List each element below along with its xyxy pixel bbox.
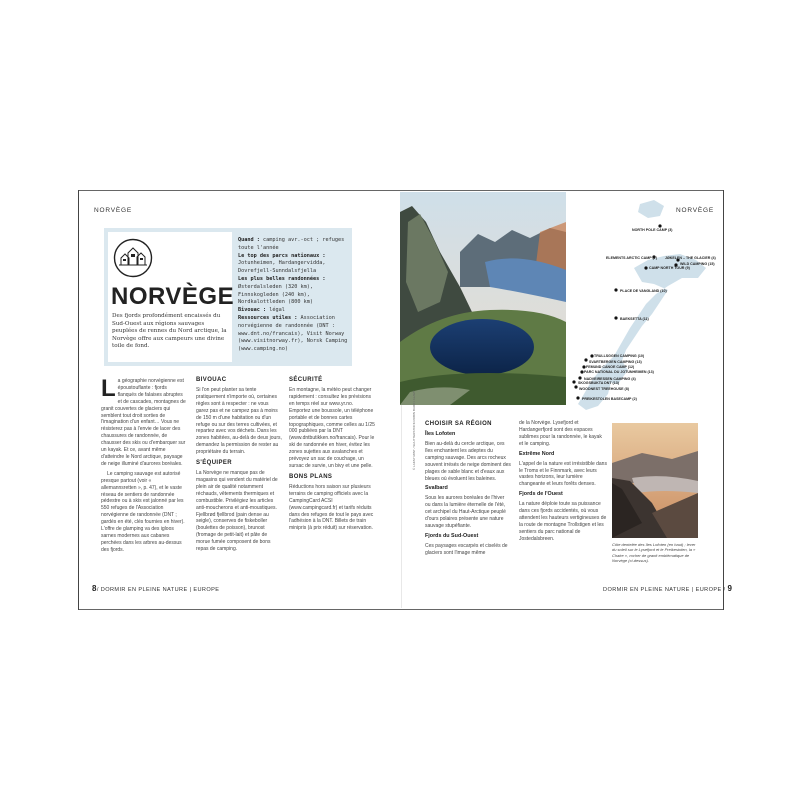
region-heading: Fjords de l'Ouest <box>519 491 563 498</box>
text-column-5: de la Norvège. Lysefjord et Hardangerfjord sont des espaces sublimes pour la randonnée, le kayak et le camping. Extrême Nord L'appel de la nature est irrésistible dans le Troms et le Finnmark, avec leurs vastes horizons, leur lumière changeante et leurs forêts denses. Fjords de l'Ouest La nature déploie toute sa puissance dans ces fjords accidentés, où vous attendent les hauteurs vertigineuses de la route de montagne Trollstigen et les sentiers du parc national de Jostedalsbreen. <box>519 420 607 542</box>
map-label: WOODNEST TREEHOUSE (8) <box>579 387 629 391</box>
map-label: WILD CAMPING (15) <box>680 262 715 266</box>
text-column-2: BIVOUAC Si l'on peut planter sa tente pratiquement n'importe où, certaines règles sont à respecter : ne vous garez pas et ne campez pas à moins de 150 m d'une habitation ou d'un refuge ou sur des terres cultivées, et repartez avec vos déchets. Dans les zones habitées, au-delà de deux jours, demandez la permission de rester au propriétaire du terrain. S'ÉQUIPER La Norvège ne manque pas de magasins qui vendent du matériel de plein air de qualité notamment réchauds, vêtements thermiques et combustible. Privilégiez les articles anti-moucherons et anti-moustiques. Fjellbrød fjellbrod (pain dense au seigle), conserves de fiskeboller (boulettes de poisson), brunost (fromage de petit-lait) et pâte de morue fumée composent de bons repas de camping. <box>196 377 282 553</box>
map-label: JØKELEN – THE GLACIER (4) <box>665 256 716 260</box>
photo-credit: © LAKSY MINT / SHUTTERSTOCK ROBIN BURD / ALAMY <box>412 390 416 470</box>
section-heading: CHOISIR SA RÉGION <box>425 421 492 427</box>
footer-right: DORMIR EN PLEINE NATURE | EUROPE / 9 <box>603 584 733 593</box>
key-facts <box>238 237 348 354</box>
map-label: TRULLSGGEN CAMPING (10) <box>594 354 645 358</box>
section-heading: SÉCURITÉ <box>289 377 323 383</box>
map-label: PARC NATIONAL DU JOTUNHEIMEN (13) <box>584 370 654 374</box>
map-label: SKOGSBUKTA DNT (13) <box>578 381 619 385</box>
section-heading: BIVOUAC <box>196 377 227 383</box>
fact-item: Bivouac : légal <box>238 307 285 314</box>
map-label: BAEKSETTA (11) <box>620 317 649 321</box>
page-number: 9 <box>727 584 733 593</box>
page-number: 8 <box>92 584 97 593</box>
region-heading: Extrême Nord <box>519 450 555 457</box>
text-column-4: CHOISIR SA RÉGION Îles Lofoten Bien au-delà du cercle arctique, ces îles enchantent les adeptes du camping sauvage. Des arcs rocheux souvent irrésés de neige dominent des plages de sable blanc et d'eaux aux bleues où évoluent les baleines. Svalbard Sous les aurores boréales de l'hiver ou dans la lumière éternelle de l'été, cet archipel du Haut-Arctique peuplé d'ours polaires présente une nature sauvage stupéfiante. Fjords du Sud-Ouest Ces paysages escarpés et ciselés de glaciers sont l'image même <box>425 421 511 556</box>
lysefjord-photo <box>612 423 698 538</box>
running-head-right: NORVÈGE <box>676 207 714 214</box>
page-title: NORVÈGE <box>111 283 235 310</box>
houses-emblem-icon <box>113 238 153 278</box>
text-column-3: SÉCURITÉ En montagne, la météo peut changer rapidement : consultez les prévisions en temps réel sur www.yr.no. Emportez une boussole, un téléphone portable et de bonnes cartes topographiques, comme celles au 1/25 000 publiées par la DNT (www.dntbutikken.no/francais). Pour le ski de randonnée en hiver, évitez les zones sujettes aux avalanches et prévoyez un sac de couchage, un sursac de survie, un bivy et une pelle. BONS PLANS Réductions hors saison sur plusieurs terrains de camping officiels avec la CampingCard ACSI (www.campingcard.fr) et tarifs réduits dans des refuges de tout le pays avec l'adhésion à la DNT. Billets de train minipris (à prix réduit) sur réservation. <box>289 377 375 532</box>
section-heading: S'ÉQUIPER <box>196 460 233 467</box>
fact-item: Quand : camping avr.-oct ; refuges toute l'année <box>238 237 345 251</box>
footer-left: 8/ DORMIR EN PLEINE NATURE | EUROPE <box>92 584 220 593</box>
map-label: CAMP NORTH TOUR (9) <box>649 266 690 270</box>
section-heading: BONS PLANS <box>289 473 333 480</box>
region-heading: Svalbard <box>425 485 448 492</box>
map-label: PREIKESTOLEN BASECAMP (2) <box>582 397 637 401</box>
region-heading: Fjords du Sud-Ouest <box>425 532 479 539</box>
map-label: FEMUND CANOE CAMP (12) <box>586 365 635 369</box>
fact-item: Le top des parcs nationaux : Jotunheimen, Hardangervidda, Dovrefjell-Sunndalsfjella <box>238 252 326 275</box>
map-label: NADVEIRESSEN CAMPING (4) <box>584 377 636 381</box>
map-label: NORTH POLE CAMP (3) <box>632 228 673 232</box>
map-label: SVARTBERGEN CAMPING (13) <box>589 360 642 364</box>
photo-caption: Côte dentelée des îles Lofoten (en haut) ; lever du soleil sur le Lysefjord et le Preikestolen, la « Chaire », rocher de granit emblématique de Norvège (ci-dessus). <box>612 542 696 564</box>
map-label: PLACE DE VANGLAND (10) <box>620 289 667 293</box>
running-head-left: NORVÈGE <box>94 207 132 214</box>
fact-item: Ressources utiles : Association norvégienne de randonnée (DNT : www.dnt.no/francais), Visit Norway (www.visitnorway.fr), Norsk Camping (www.camping.no) <box>238 314 348 353</box>
map-label: ELEMENTS ARCTIC CAMP (7) <box>606 256 657 260</box>
region-heading: Îles Lofoten <box>425 431 456 437</box>
intro-text: Des fjords profondément encaissés du Sud-Ouest aux régions sauvages peuplées de rennes du Nord arctique, la Norvège offre aux campeurs une divine toile de fond. <box>112 313 227 350</box>
drop-cap: L <box>101 375 116 402</box>
fact-item: Les plus belles randonnées : Østerdalsleden (320 km), Finnskogleden (240 km), Nordkalottleden (800 km) <box>238 275 326 306</box>
lofoten-photo <box>400 192 566 405</box>
text-column-1: La géographie norvégienne est époustouflante : fjords flanqués de falaises abruptes et de cascades, montagnes de granit couvertes de glaciers qui semblent tout droit sorties de l'imagination d'un enfant… Vous ne résisterez pas à l'envie de lacer des chaussures de randonnée, de chausser des skis ou d'embarquer sur un kayak. Et ce, avant même d'atteindre le Nord arctique, paysage de neige illuminé d'aurores boréales. Le camping sauvage est autorisé presque partout (voir « allemannsretten », p. 47), et le vaste réseau de sentiers de randonnée pédestre ou à skis est jalonné par les 550 refuges de l'Association norvégienne de randonnée (DNT ; gardés en été, clés fournies en hiver). L'offre de glamping va des igloos sarnes modernes aux cabanes perchées dans les arbres au-dessus des fjords. <box>101 375 186 553</box>
